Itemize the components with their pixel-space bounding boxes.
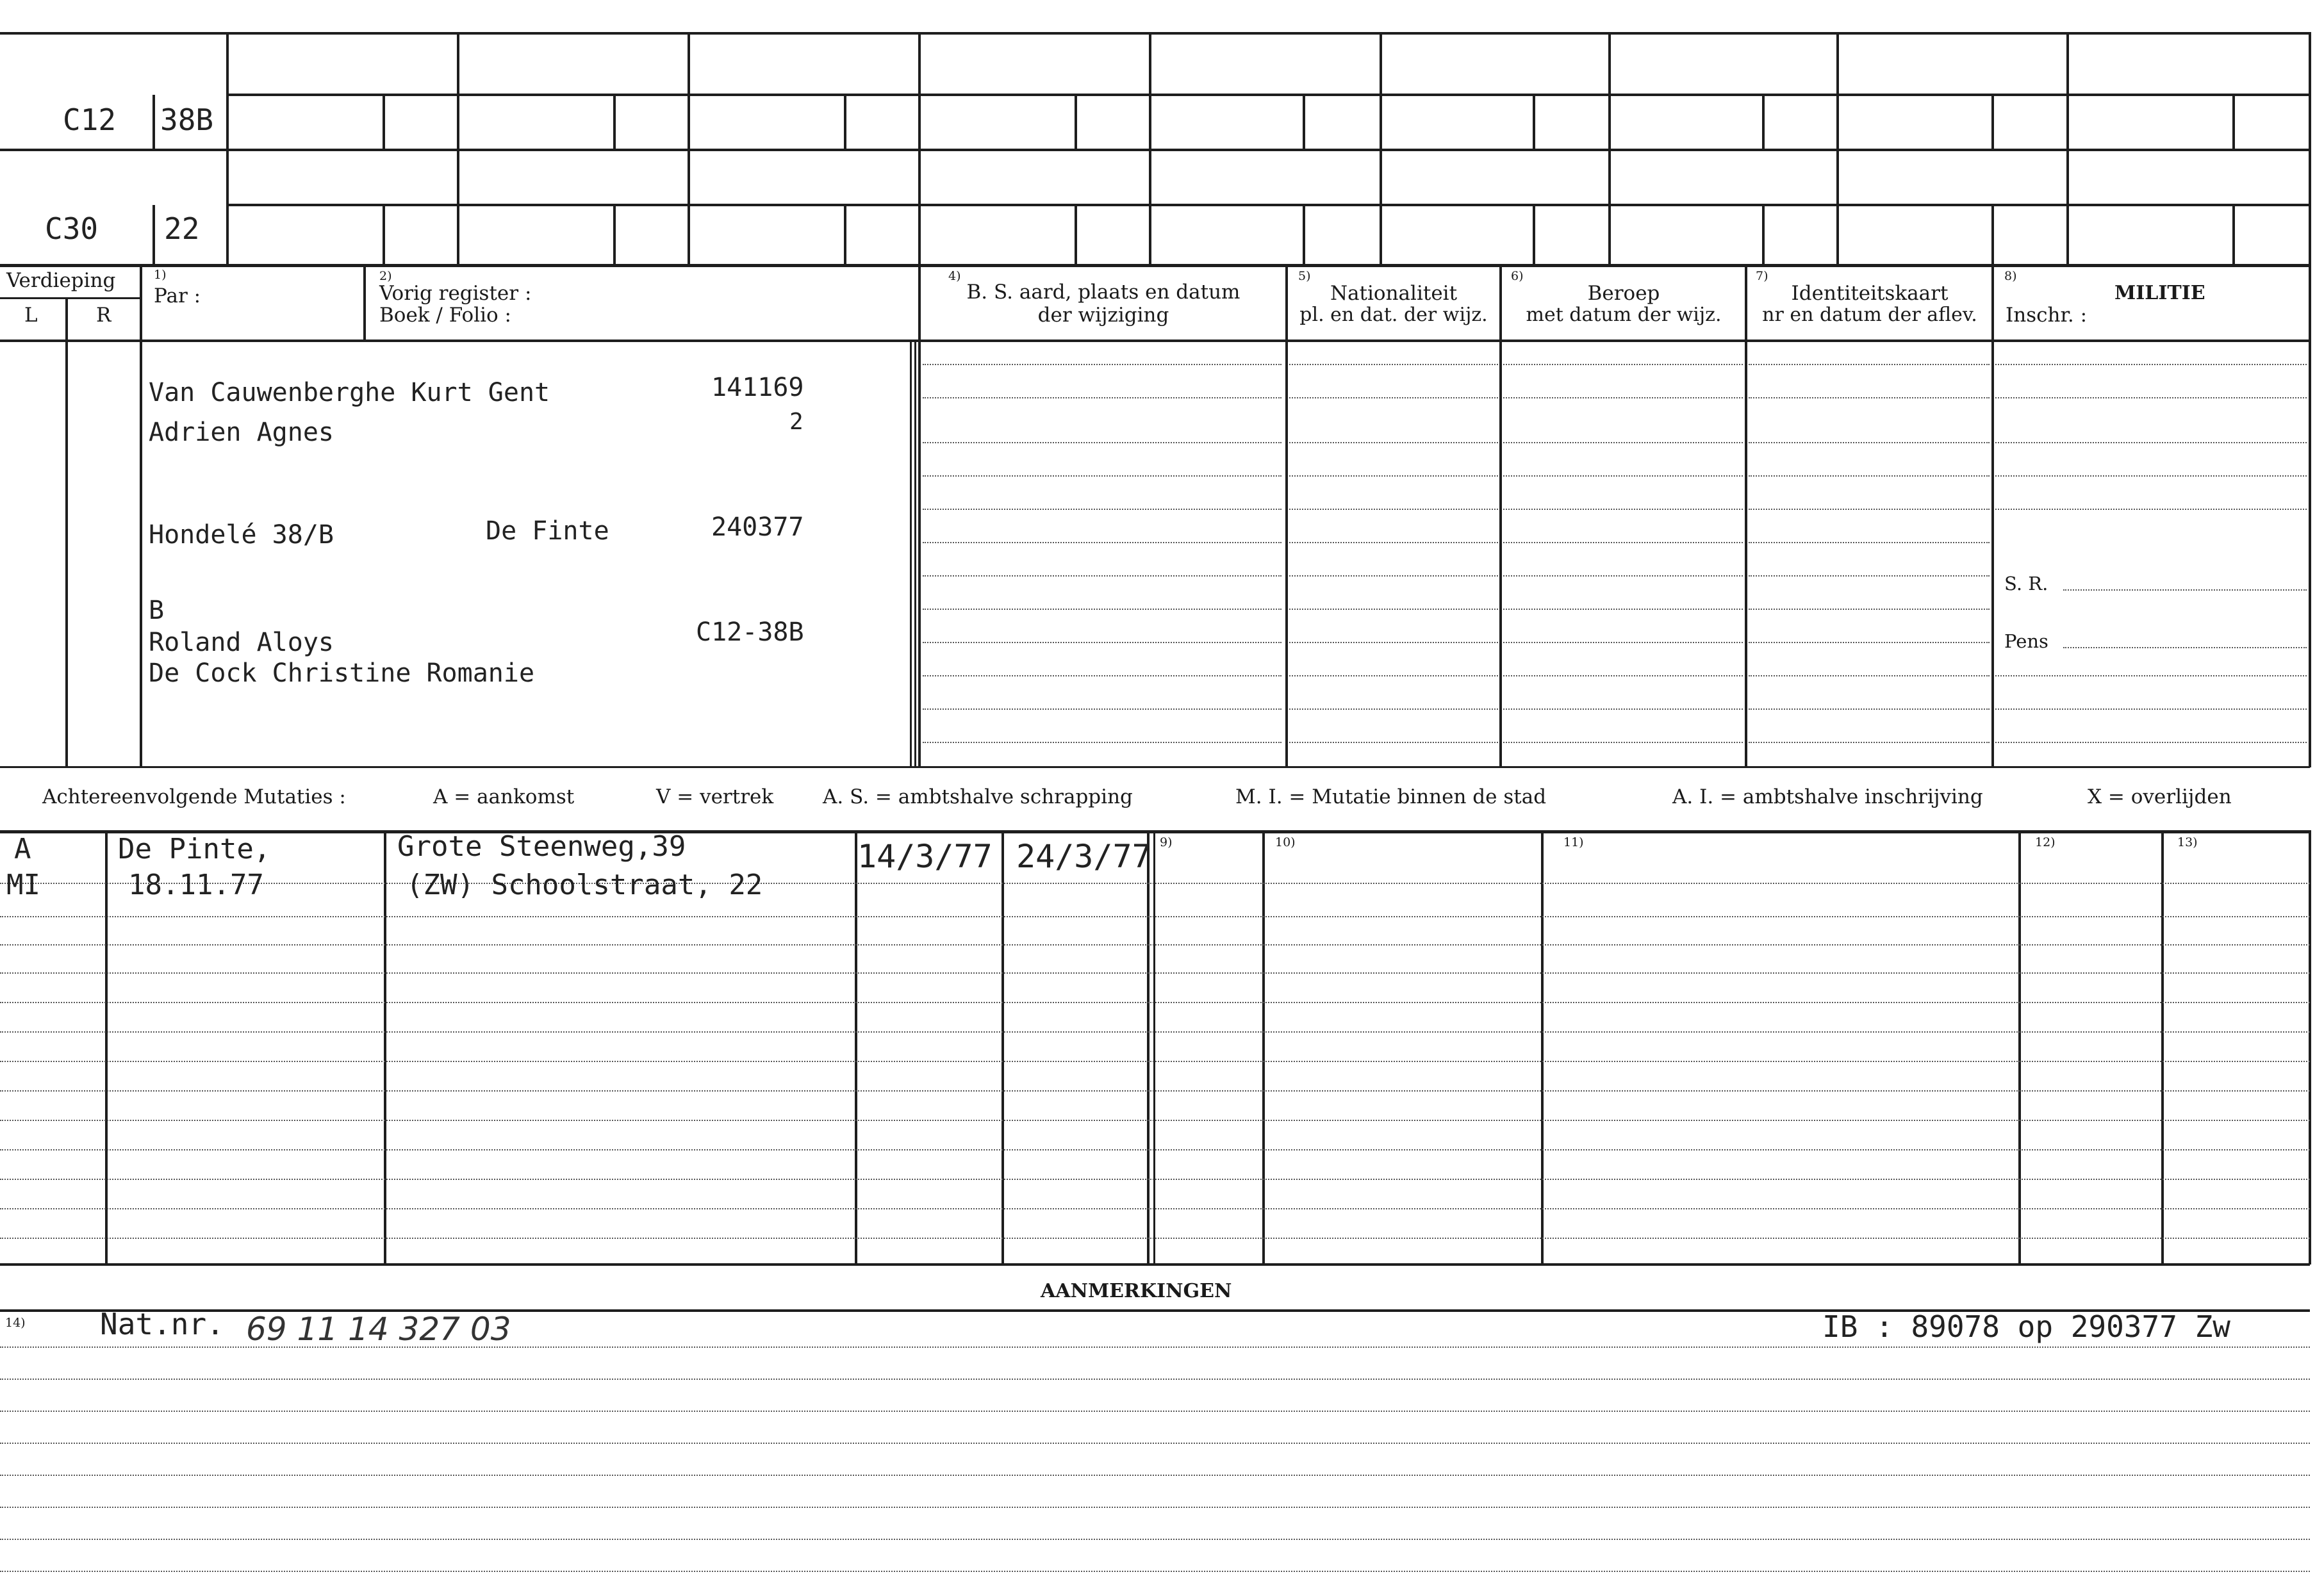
legend-mi: M. I. = Mutatie binnen de stad bbox=[1235, 785, 1547, 808]
mut-footnote-9: 9) bbox=[1160, 835, 1173, 849]
militie-label: MILITIE bbox=[2114, 282, 2205, 304]
mut-row1-date1: 14/3/77 bbox=[857, 838, 993, 875]
record-line2-name: Adrien Agnes bbox=[149, 418, 334, 447]
footnote-7: 7) bbox=[1756, 269, 1768, 283]
bs-header-line1: B. S. aard, plaats en datum bbox=[966, 281, 1240, 304]
sr-label: S. R. bbox=[2004, 573, 2048, 594]
footnote-8: 8) bbox=[2004, 269, 2017, 283]
verdieping-label: Verdieping bbox=[6, 269, 116, 292]
nat-header-line2: pl. en dat. der wijz. bbox=[1299, 304, 1488, 326]
record-line1-num: 141169 bbox=[711, 373, 804, 402]
mut-footnote-13: 13) bbox=[2177, 835, 2198, 849]
ib-note: IB : 89078 op 290377 Zw bbox=[1822, 1309, 2230, 1344]
top-row2-number: 22 bbox=[164, 211, 200, 246]
legend-v: V = vertrek bbox=[656, 785, 774, 808]
record-line1-name: Van Cauwenberghe Kurt Gent bbox=[149, 378, 550, 407]
top-row1-number: 38B bbox=[160, 102, 214, 137]
record-line3-place: De Finte bbox=[486, 516, 609, 546]
legend-x: X = overlijden bbox=[2088, 785, 2232, 808]
footnote-1: 1) bbox=[154, 268, 167, 282]
beroep-header-line2: met datum der wijz. bbox=[1526, 304, 1722, 326]
inschr-label: Inschr. : bbox=[2006, 304, 2088, 327]
legend-title: Achtereenvolgende Mutaties : bbox=[42, 785, 346, 808]
mut-footnote-10: 10) bbox=[1275, 835, 1296, 849]
record-line3-num: 240377 bbox=[711, 512, 804, 542]
pens-label: Pens bbox=[2004, 630, 2048, 652]
vorig-register-label: Vorig register : bbox=[379, 282, 532, 305]
nat-nr-value: 69 11 14 327 03 bbox=[246, 1311, 511, 1348]
id-header-line2: nr en datum der aflev. bbox=[1762, 304, 1977, 326]
mut-row2-street: (ZW) Schoolstraat, 22 bbox=[406, 869, 763, 901]
col-l-label: L bbox=[24, 304, 38, 327]
legend-as: A. S. = ambtshalve schrapping bbox=[823, 785, 1133, 808]
mut-footnote-11: 11) bbox=[1563, 835, 1584, 849]
record-line6-name: De Cock Christine Romanie bbox=[149, 659, 535, 688]
mut-row2-type: MI bbox=[6, 869, 40, 901]
top-row2-code: C30 bbox=[45, 211, 99, 246]
mut-row1-place: De Pinte, bbox=[118, 833, 271, 865]
top-row1-code: C12 bbox=[63, 102, 117, 137]
nat-header-line1: Nationaliteit bbox=[1330, 282, 1458, 305]
legend-a: A = aankomst bbox=[433, 785, 575, 808]
col-r-label: R bbox=[96, 304, 111, 327]
remarks-title: AANMERKINGEN bbox=[1041, 1280, 1232, 1302]
mut-footnote-12: 12) bbox=[2035, 835, 2056, 849]
mut-row1-street: Grote Steenweg,39 bbox=[397, 830, 686, 863]
record-line5-num: C12-38B bbox=[696, 618, 804, 647]
mut-row1-date2: 24/3/77 bbox=[1016, 838, 1151, 875]
id-header-line1: Identiteitskaart bbox=[1791, 282, 1949, 305]
footnote-4: 4) bbox=[948, 269, 961, 283]
record-line5-name: Roland Aloys bbox=[149, 628, 334, 657]
boek-folio-label: Boek / Folio : bbox=[379, 304, 511, 327]
beroep-header-line1: Beroep bbox=[1587, 282, 1660, 305]
footnote-6: 6) bbox=[1511, 269, 1524, 283]
legend-ai: A. I. = ambtshalve inschrijving bbox=[1672, 785, 1983, 808]
mut-row1-type: A bbox=[14, 833, 31, 865]
mut-row2-place: 18.11.77 bbox=[128, 869, 264, 901]
remarks-footnote-14: 14) bbox=[5, 1316, 26, 1330]
bs-header-line2: der wijziging bbox=[1037, 304, 1169, 327]
nat-nr-label: Nat.nr. bbox=[100, 1307, 224, 1341]
footnote-2: 2) bbox=[379, 269, 392, 283]
record-line4: B bbox=[149, 596, 165, 625]
footnote-5: 5) bbox=[1298, 269, 1311, 283]
record-line3-addr: Hondelé 38/B bbox=[149, 520, 334, 550]
record-line2-num: 2 bbox=[789, 409, 804, 435]
par-label: Par : bbox=[154, 284, 201, 307]
